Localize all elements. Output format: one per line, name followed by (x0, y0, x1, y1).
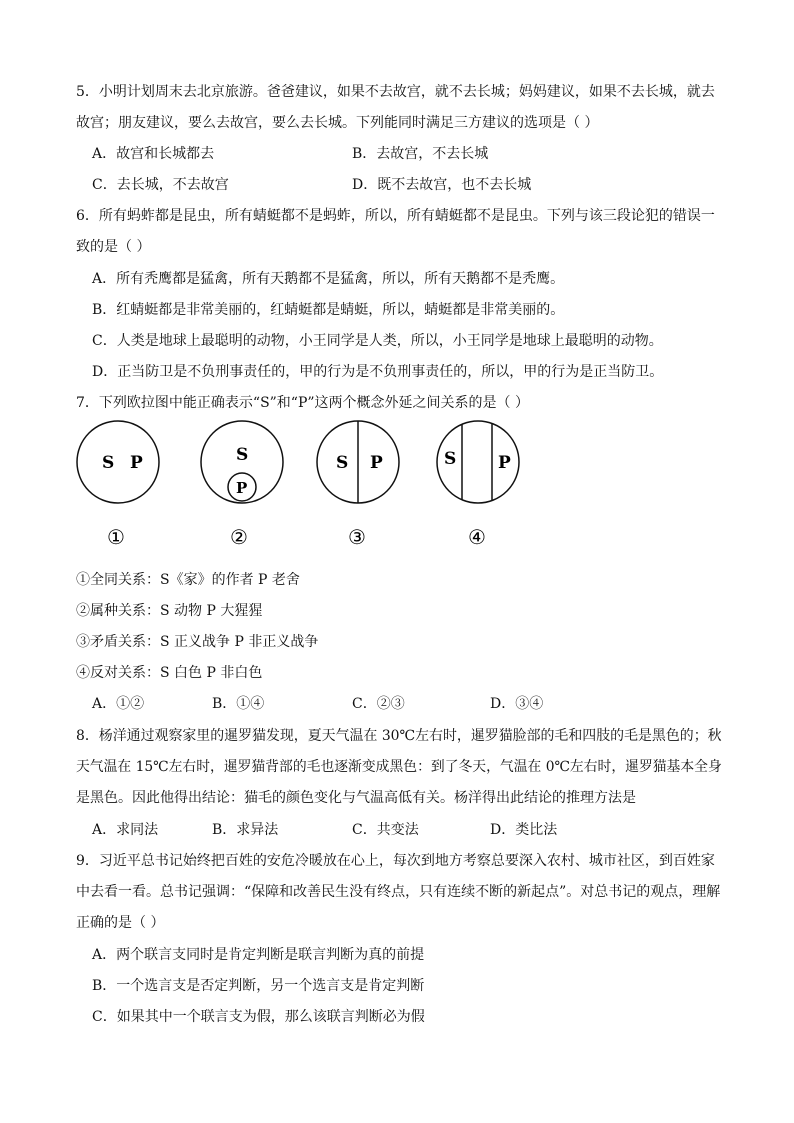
q9-option-c: C．如果其中一个联言支为假，那么该联言判断必为假 (92, 1009, 425, 1025)
diagram-4-label-p: P (498, 453, 511, 473)
q7-option-a: A．①② (92, 696, 145, 712)
q5-option-d: D．既不去故宫，也不去长城 (352, 177, 532, 193)
q7-option-c: C．②③ (352, 696, 405, 712)
q9-stem-line-2: 中去看一看。总书记强调：“保障和改善民生没有终点，只有连续不断的新起点”。对总书记的观点，理解 (76, 884, 721, 900)
euler-diagram-4 (437, 421, 519, 549)
q6-option-c: C．人类是地球上最聪明的动物，小王同学是人类，所以，小王同学是地球上最聪明的动物。 (92, 333, 663, 349)
diagram-3-label-s: S (336, 453, 349, 473)
q8-stem-line-2: 天气温在 15℃左右时，暹罗猫背部的毛也逐渐变成黑色：到了冬天，气温在 0℃左右时，暹罗猫基本全身 (76, 759, 722, 775)
diagram-3-label-p: P (370, 453, 383, 473)
q8-stem-line-3: 是黑色。因此他得出结论：猫毛的颜色变化与气温高低有关。杨洋得出此结论的推理方法是 (76, 790, 636, 806)
q5-stem-line-2: 故宫；朋友建议，要么去故宫，要么去长城。下列能同时满足三方建议的选项是（ ） (76, 115, 599, 131)
q8-option-d: D．类比法 (490, 822, 558, 838)
diagram-3-number: ③ (348, 525, 366, 549)
euler-diagram-1 (77, 421, 159, 549)
diagram-2-number: ② (230, 525, 248, 549)
q5-stem-line-1: 5．小明计划周末去北京旅游。爸爸建议，如果不去故宫，就不去长城；妈妈建议，如果不去长城，就去 (76, 84, 715, 100)
q5-option-b: B．去故宫，不去长城 (352, 146, 489, 162)
q8-stem-line-1: 8．杨洋通过观察家里的暹罗猫发现，夏天气温在 30℃左右时，暹罗猫脸部的毛和四肢的毛是黑色的；秋 (76, 728, 722, 744)
q7-option-b: B．①④ (212, 696, 265, 712)
diagram-4-number: ④ (468, 525, 486, 549)
euler-diagrams (60, 420, 540, 560)
diagram-1-number: ① (107, 525, 125, 549)
diagram-4-label-s: S (444, 449, 457, 469)
diagram-2-label-s: S (236, 445, 249, 465)
q6-option-b: B．红蜻蜓都是非常美丽的，红蜻蜓都是蜻蜓，所以，蜻蜓都是非常美丽的。 (92, 302, 565, 318)
q7-item-2: ②属种关系：S 动物 P 大猩猩 (76, 603, 263, 619)
diagram-1-label-p: P (130, 453, 143, 473)
q7-option-d: D．③④ (490, 696, 544, 712)
q9-option-a: A．两个联言支同时是肯定判断是联言判断为真的前提 (92, 947, 425, 963)
q8-option-c: C．共变法 (352, 822, 419, 838)
q5-option-a: A．故宫和长城都去 (92, 146, 215, 162)
q7-stem-line-1: 7．下列欧拉图中能正确表示“S”和“P”这两个概念外延之间关系的是（ ） (76, 395, 529, 411)
diagram-1-label-s: S (102, 453, 115, 473)
q7-item-4: ④反对关系：S 白色 P 非白色 (76, 665, 263, 681)
q7-item-1: ①全同关系：S《家》的作者 P 老舍 (76, 572, 300, 588)
q7-item-3: ③矛盾关系：S 正义战争 P 非正义战争 (76, 634, 319, 650)
q6-stem-line-1: 6．所有蚂蚱都是昆虫，所有蜻蜓都不是蚂蚱，所以，所有蜻蜓都不是昆虫。下列与该三段论犯的错误一 (76, 208, 715, 224)
q9-stem-line-1: 9．习近平总书记始终把百姓的安危冷暖放在心上，每次到地方考察总要深入农村、城市社区，到百姓家 (76, 853, 715, 869)
euler-diagram-3 (317, 421, 399, 549)
q5-option-c: C．去长城，不去故宫 (92, 177, 229, 193)
q8-option-b: B．求异法 (212, 822, 279, 838)
diagram-2-label-p: P (236, 479, 248, 497)
q8-option-a: A．求同法 (92, 822, 159, 838)
q9-option-b: B．一个选言支是否定判断，另一个选言支是肯定判断 (92, 978, 425, 994)
q6-option-d: D．正当防卫是不负刑事责任的，甲的行为是不负刑事责任的，所以，甲的行为是正当防卫。 (92, 364, 664, 380)
q9-stem-line-3: 正确的是（ ） (76, 915, 165, 931)
euler-diagram-2 (201, 421, 283, 549)
q6-stem-line-2: 致的是（ ） (76, 239, 151, 255)
q6-option-a: A．所有秃鹰都是猛禽，所有天鹅都不是猛禽，所以，所有天鹅都不是秃鹰。 (92, 271, 565, 287)
